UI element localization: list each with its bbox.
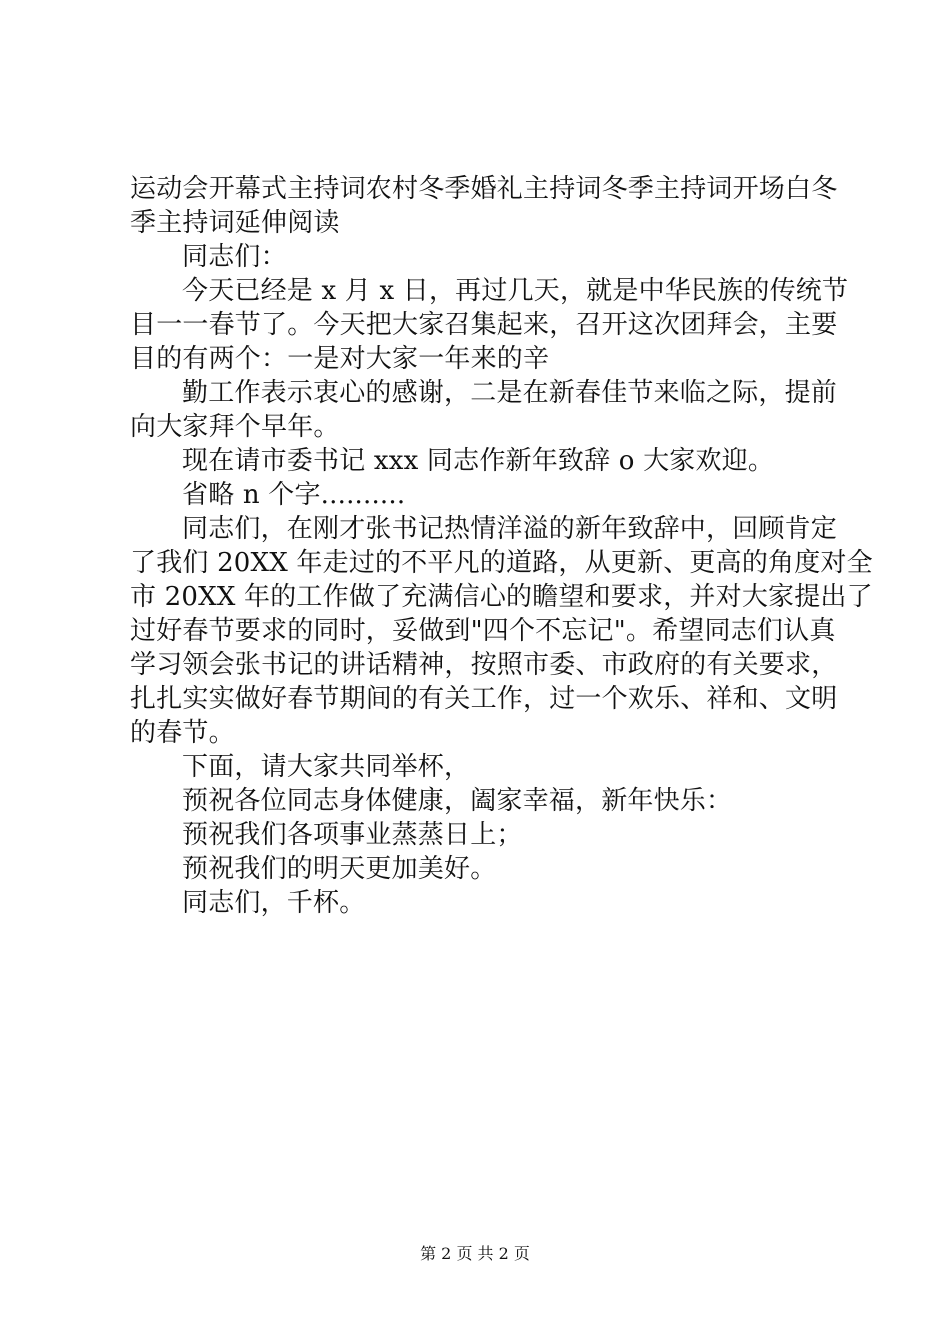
page-number-footer: 第 2 页 共 2 页 — [420, 1244, 530, 1263]
text-line-2: 季主持词延伸阅读 — [130, 208, 340, 238]
text-line-22: 同志们，千杯。 — [182, 888, 366, 918]
text-line-16: 扎扎实实做好春节期间的有关工作，过一个欢乐、祥和、文明 — [130, 684, 838, 714]
text-line-10: 省略 n 个字.......... — [182, 480, 406, 510]
text-line-8: 向大家拜个早年。 — [130, 412, 340, 442]
text-line-4: 今天已经是 x 月 x 日，再过几天，就是中华民族的传统节 — [182, 276, 849, 306]
text-line-18: 下面，请大家共同举杯， — [182, 752, 471, 782]
text-line-3: 同志们： — [182, 242, 287, 272]
text-line-14: 过好春节要求的同时，妥做到"四个不忘记"。希望同志们认真 — [130, 616, 836, 646]
text-line-6: 目的有两个：一是对大家一年来的辛 — [130, 344, 550, 374]
text-line-19: 预祝各位同志身体健康，阖家幸福，新年快乐： — [182, 786, 733, 816]
text-line-21: 预祝我们的明天更加美好。 — [182, 854, 497, 884]
text-line-17: 的春节。 — [130, 718, 235, 748]
text-line-12: 了我们 20XX 年走过的不平凡的道路，从更新、更高的角度对全 — [130, 548, 873, 578]
document-body — [130, 172, 873, 920]
text-line-15: 学习领会张书记的讲话精神，按照市委、市政府的有关要求， — [130, 650, 838, 680]
text-line-20: 预祝我们各项事业蒸蒸日上； — [182, 820, 523, 850]
text-line-7: 勤工作表示衷心的感谢，二是在新春佳节来临之际，提前 — [182, 378, 838, 408]
text-line-1: 运动会开幕式主持词农村冬季婚礼主持词冬季主持词开场白冬 — [130, 174, 838, 204]
text-line-5: 目一一春节了。今天把大家召集起来，召开这次团拜会，主要 — [130, 310, 838, 340]
text-line-13: 市 20XX 年的工作做了充满信心的瞻望和要求，并对大家提出了 — [130, 582, 873, 612]
text-line-9: 现在请市委书记 xxx 同志作新年致辞 o 大家欢迎。 — [182, 446, 775, 476]
text-line-11: 同志们，在刚才张书记热情洋溢的新年致辞中，回顾肯定 — [182, 514, 838, 544]
